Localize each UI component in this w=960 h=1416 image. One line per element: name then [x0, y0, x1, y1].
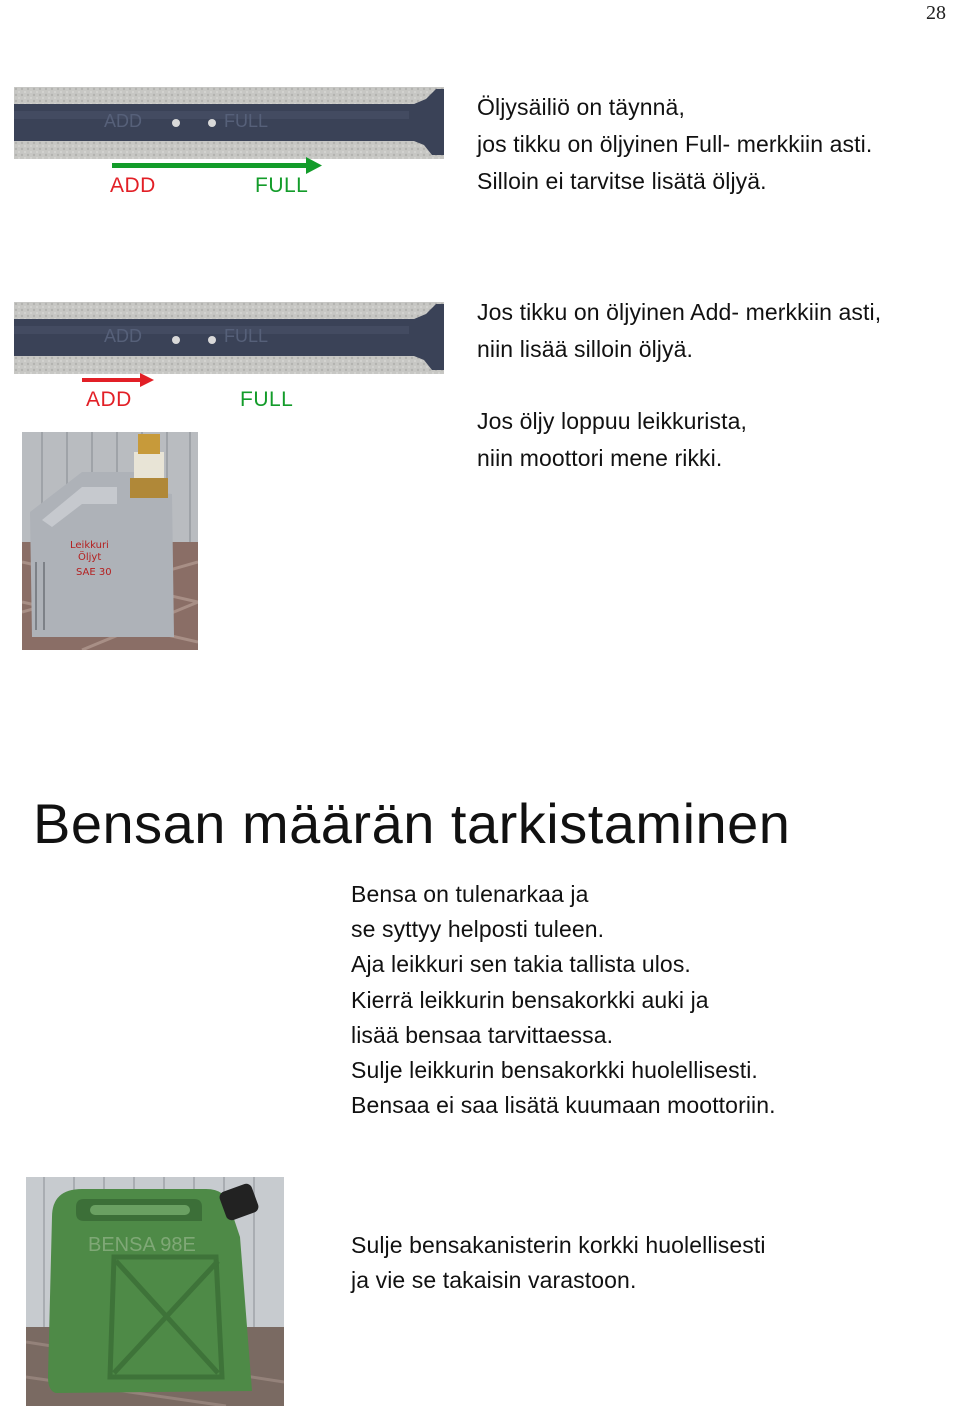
dipstick2-full-label: FULL: [240, 388, 294, 411]
dipstick1-full-label: FULL: [255, 174, 309, 197]
canister-handwriting-2: Öljyt: [78, 552, 102, 563]
petrol-main-line: se syttyy helposti tuleen.: [351, 916, 605, 943]
add-arrow: [82, 373, 156, 389]
petrol-main-line: Kierrä leikkurin bensakorkki auki ja: [351, 986, 709, 1013]
petrol-closing-line: Sulje bensakanisterin korkki huolellisesti: [351, 1232, 766, 1258]
petrol-main-line: Sulje leikkurin bensakorkki huolellisesti.: [351, 1057, 758, 1084]
dipstick-full-photo: [14, 87, 444, 159]
canister-handwriting-3: SAE 30: [76, 567, 112, 578]
dipstick2-add-label: ADD: [86, 388, 132, 411]
petrol-main-line: lisää bensaa tarvittaessa.: [351, 1021, 614, 1048]
oil-canister-photo: [22, 432, 198, 650]
jerrycan-photo: [26, 1177, 284, 1406]
dipstick-add-photo: [14, 302, 444, 374]
oil-full-paragraph: [477, 89, 872, 200]
canister-handwriting-1: Leikkuri: [70, 540, 109, 551]
jerrycan-label: BENSA 98E: [88, 1234, 196, 1256]
oil-add-paragraph: [477, 294, 881, 368]
petrol-main-line: Bensaa ei saa lisätä kuumaan moottoriin.: [351, 1092, 776, 1119]
full-arrow: [112, 157, 324, 175]
dipstick-engraved-full: FULL: [224, 111, 269, 131]
petrol-main-paragraph: [351, 877, 776, 1123]
petrol-closing-paragraph: [351, 1228, 766, 1298]
dipstick-engraved-full: FULL: [224, 326, 269, 346]
dipstick-engraved-add: ADD: [104, 326, 143, 346]
section-heading: Bensan määrän tarkistaminen: [33, 792, 791, 855]
dipstick1-add-label: ADD: [110, 174, 156, 197]
oil-full-line: Öljysäiliö on täynnä,: [477, 94, 685, 120]
petrol-main-line: Bensa on tulenarkaa ja: [351, 881, 589, 907]
oil-full-line: Silloin ei tarvitse lisätä öljyä.: [477, 168, 767, 194]
petrol-main-line: Aja leikkuri sen takia tallista ulos.: [351, 951, 691, 978]
oil-warning-paragraph: [477, 403, 747, 477]
dipstick-engraved-add: ADD: [104, 111, 143, 131]
oil-full-line: jos tikku on öljyinen Full- merkkiin asti.: [477, 131, 873, 157]
oil-add-line: Jos tikku on öljyinen Add- merkkiin asti,: [477, 299, 882, 325]
oil-add-line: niin lisää silloin öljyä.: [477, 336, 693, 362]
page-number: 28: [926, 2, 946, 24]
oil-warning-line: niin moottori mene rikki.: [477, 445, 723, 471]
oil-warning-line: Jos öljy loppuu leikkurista,: [477, 408, 747, 434]
petrol-closing-line: ja vie se takaisin varastoon.: [351, 1267, 637, 1293]
